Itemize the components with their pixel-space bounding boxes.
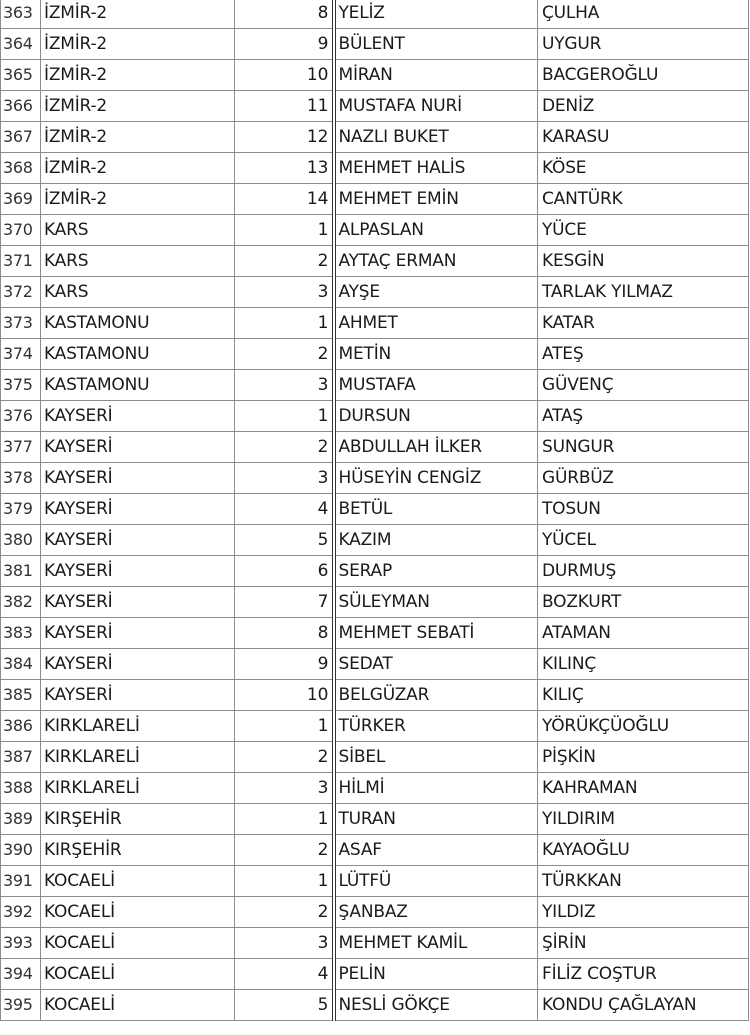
last-name-cell[interactable]: YÖRÜKÇÜOĞLU [538, 711, 749, 742]
first-name-cell[interactable]: TÜRKER [334, 711, 538, 742]
row-number-cell[interactable]: 365 [1, 60, 41, 91]
last-name-cell[interactable]: TOSUN [538, 494, 749, 525]
province-cell[interactable]: KAYSERİ [41, 680, 235, 711]
table-row [1, 308, 749, 339]
table-row [1, 711, 749, 742]
order-number-cell[interactable]: 12 [235, 122, 334, 153]
first-name-cell[interactable]: MEHMET KAMİL [334, 928, 538, 959]
first-name-cell[interactable]: PELİN [334, 959, 538, 990]
province-cell[interactable]: İZMİR-2 [41, 29, 235, 60]
row-number-cell[interactable]: 388 [1, 773, 41, 804]
order-number-cell[interactable]: 14 [235, 184, 334, 215]
last-name-cell[interactable]: KESGİN [538, 246, 749, 277]
row-number-cell[interactable]: 378 [1, 463, 41, 494]
order-number-cell[interactable]: 13 [235, 153, 334, 184]
order-number-cell[interactable]: 4 [235, 494, 334, 525]
first-name-cell[interactable]: MEHMET HALİS [334, 153, 538, 184]
province-cell[interactable]: İZMİR-2 [41, 0, 235, 29]
table-body [1, 0, 749, 1021]
order-number-cell[interactable]: 1 [235, 308, 334, 339]
first-name-cell[interactable]: HİLMİ [334, 773, 538, 804]
province-cell[interactable]: KASTAMONU [41, 339, 235, 370]
table-row [1, 525, 749, 556]
order-number-cell[interactable]: 3 [235, 463, 334, 494]
table-row [1, 277, 749, 308]
table-row [1, 153, 749, 184]
table-row [1, 556, 749, 587]
last-name-cell[interactable]: DURMUŞ [538, 556, 749, 587]
first-name-cell[interactable]: ASAF [334, 835, 538, 866]
province-cell[interactable]: KAYSERİ [41, 618, 235, 649]
province-cell[interactable]: İZMİR-2 [41, 184, 235, 215]
order-number-cell[interactable]: 3 [235, 928, 334, 959]
first-name-cell[interactable]: BETÜL [334, 494, 538, 525]
last-name-cell[interactable]: KÖSE [538, 153, 749, 184]
row-number-cell[interactable]: 374 [1, 339, 41, 370]
province-cell[interactable]: KAYSERİ [41, 432, 235, 463]
last-name-cell[interactable]: BOZKURT [538, 587, 749, 618]
province-cell[interactable]: KAYSERİ [41, 494, 235, 525]
table-row [1, 184, 749, 215]
first-name-cell[interactable]: NAZLI BUKET [334, 122, 538, 153]
row-number-cell[interactable]: 364 [1, 29, 41, 60]
table-row [1, 742, 749, 773]
first-name-cell[interactable]: LÜTFÜ [334, 866, 538, 897]
province-cell[interactable]: KARS [41, 277, 235, 308]
row-number-cell[interactable]: 383 [1, 618, 41, 649]
order-number-cell[interactable]: 10 [235, 60, 334, 91]
province-cell[interactable]: KIRKLARELİ [41, 711, 235, 742]
table-row [1, 432, 749, 463]
last-name-cell[interactable]: DENİZ [538, 91, 749, 122]
order-number-cell[interactable]: 2 [235, 432, 334, 463]
last-name-cell[interactable]: KAYAOĞLU [538, 835, 749, 866]
order-number-cell[interactable]: 4 [235, 959, 334, 990]
last-name-cell[interactable]: YILDIZ [538, 897, 749, 928]
province-cell[interactable]: İZMİR-2 [41, 122, 235, 153]
last-name-cell[interactable]: GÜVENÇ [538, 370, 749, 401]
row-number-cell[interactable]: 367 [1, 122, 41, 153]
order-number-cell[interactable]: 2 [235, 835, 334, 866]
last-name-cell[interactable]: KILINÇ [538, 649, 749, 680]
row-number-cell[interactable]: 369 [1, 184, 41, 215]
first-name-cell[interactable]: ŞANBAZ [334, 897, 538, 928]
table-row [1, 339, 749, 370]
row-number-cell[interactable]: 382 [1, 587, 41, 618]
last-name-cell[interactable]: PİŞKİN [538, 742, 749, 773]
order-number-cell[interactable]: 3 [235, 773, 334, 804]
table-row [1, 246, 749, 277]
last-name-cell[interactable]: ATAMAN [538, 618, 749, 649]
first-name-cell[interactable]: SÜLEYMAN [334, 587, 538, 618]
province-cell[interactable]: KIRŞEHİR [41, 804, 235, 835]
row-number-cell[interactable]: 386 [1, 711, 41, 742]
order-number-cell[interactable]: 2 [235, 339, 334, 370]
last-name-cell[interactable]: KILIÇ [538, 680, 749, 711]
row-number-cell[interactable]: 379 [1, 494, 41, 525]
first-name-cell[interactable]: ABDULLAH İLKER [334, 432, 538, 463]
province-cell[interactable]: KIRKLARELİ [41, 773, 235, 804]
order-number-cell[interactable]: 5 [235, 525, 334, 556]
table-row [1, 804, 749, 835]
row-number-cell[interactable]: 380 [1, 525, 41, 556]
table-row [1, 773, 749, 804]
province-cell[interactable]: KASTAMONU [41, 370, 235, 401]
table-row [1, 91, 749, 122]
last-name-cell[interactable]: KAHRAMAN [538, 773, 749, 804]
table-row [1, 649, 749, 680]
province-cell[interactable]: KAYSERİ [41, 525, 235, 556]
order-number-cell[interactable]: 10 [235, 680, 334, 711]
table-row [1, 618, 749, 649]
first-name-cell[interactable]: HÜSEYİN CENGİZ [334, 463, 538, 494]
last-name-cell[interactable]: FİLİZ COŞTUR [538, 959, 749, 990]
order-number-cell[interactable]: 3 [235, 277, 334, 308]
first-name-cell[interactable]: YELİZ [334, 0, 538, 29]
last-name-cell[interactable]: TÜRKKAN [538, 866, 749, 897]
row-number-cell[interactable]: 370 [1, 215, 41, 246]
row-number-cell[interactable]: 393 [1, 928, 41, 959]
row-number-cell[interactable]: 390 [1, 835, 41, 866]
last-name-cell[interactable]: YÜCEL [538, 525, 749, 556]
order-number-cell[interactable]: 1 [235, 866, 334, 897]
province-cell[interactable]: KIRŞEHİR [41, 835, 235, 866]
province-cell[interactable]: KOCAELİ [41, 990, 235, 1021]
row-number-cell[interactable]: 373 [1, 308, 41, 339]
order-number-cell[interactable]: 1 [235, 804, 334, 835]
province-cell[interactable]: KIRKLARELİ [41, 742, 235, 773]
province-cell[interactable]: KAYSERİ [41, 463, 235, 494]
row-number-cell[interactable]: 376 [1, 401, 41, 432]
last-name-cell[interactable]: SUNGUR [538, 432, 749, 463]
first-name-cell[interactable]: KAZIM [334, 525, 538, 556]
first-name-cell[interactable]: AHMET [334, 308, 538, 339]
table-row [1, 959, 749, 990]
table-row [1, 463, 749, 494]
first-name-cell[interactable]: MEHMET SEBATİ [334, 618, 538, 649]
row-number-cell[interactable]: 377 [1, 432, 41, 463]
province-cell[interactable]: İZMİR-2 [41, 91, 235, 122]
row-number-cell[interactable]: 375 [1, 370, 41, 401]
first-name-cell[interactable]: METİN [334, 339, 538, 370]
first-name-cell[interactable]: DURSUN [334, 401, 538, 432]
table-row [1, 866, 749, 897]
province-cell[interactable]: KARS [41, 215, 235, 246]
row-number-cell[interactable]: 391 [1, 866, 41, 897]
last-name-cell[interactable]: UYGUR [538, 29, 749, 60]
first-name-cell[interactable]: TURAN [334, 804, 538, 835]
last-name-cell[interactable]: GÜRBÜZ [538, 463, 749, 494]
order-number-cell[interactable]: 2 [235, 246, 334, 277]
order-number-cell[interactable]: 9 [235, 649, 334, 680]
province-cell[interactable]: KARS [41, 246, 235, 277]
order-number-cell[interactable]: 3 [235, 370, 334, 401]
first-name-cell[interactable]: SİBEL [334, 742, 538, 773]
province-cell[interactable]: KOCAELİ [41, 959, 235, 990]
table-row [1, 401, 749, 432]
table-row [1, 680, 749, 711]
province-cell[interactable]: İZMİR-2 [41, 153, 235, 184]
first-name-cell[interactable]: ALPASLAN [334, 215, 538, 246]
province-cell[interactable]: KOCAELİ [41, 866, 235, 897]
table-row [1, 122, 749, 153]
order-number-cell[interactable]: 8 [235, 0, 334, 29]
order-number-cell[interactable]: 2 [235, 897, 334, 928]
first-name-cell[interactable]: MİRAN [334, 60, 538, 91]
row-number-cell[interactable]: 394 [1, 959, 41, 990]
row-number-cell[interactable]: 385 [1, 680, 41, 711]
province-cell[interactable]: KOCAELİ [41, 897, 235, 928]
first-name-cell[interactable]: SERAP [334, 556, 538, 587]
last-name-cell[interactable]: ÇULHA [538, 0, 749, 29]
table-row [1, 494, 749, 525]
order-number-cell[interactable]: 9 [235, 29, 334, 60]
order-number-cell[interactable]: 1 [235, 401, 334, 432]
order-number-cell[interactable]: 7 [235, 587, 334, 618]
province-cell[interactable]: KOCAELİ [41, 928, 235, 959]
row-number-cell[interactable]: 392 [1, 897, 41, 928]
last-name-cell[interactable]: YILDIRIM [538, 804, 749, 835]
table-row [1, 0, 749, 29]
last-name-cell[interactable]: YÜCE [538, 215, 749, 246]
row-number-cell[interactable]: 368 [1, 153, 41, 184]
order-number-cell[interactable]: 2 [235, 742, 334, 773]
province-cell[interactable]: KAYSERİ [41, 649, 235, 680]
last-name-cell[interactable]: ATAŞ [538, 401, 749, 432]
table-row [1, 60, 749, 91]
last-name-cell[interactable]: KONDU ÇAĞLAYAN [538, 990, 749, 1021]
last-name-cell[interactable]: TARLAK YILMAZ [538, 277, 749, 308]
row-number-cell[interactable]: 371 [1, 246, 41, 277]
row-number-cell[interactable]: 384 [1, 649, 41, 680]
table-row [1, 29, 749, 60]
last-name-cell[interactable]: KARASU [538, 122, 749, 153]
first-name-cell[interactable]: NESLİ GÖKÇE [334, 990, 538, 1021]
table-row [1, 897, 749, 928]
last-name-cell[interactable]: ŞİRİN [538, 928, 749, 959]
row-number-cell[interactable]: 395 [1, 990, 41, 1021]
first-name-cell[interactable]: BÜLENT [334, 29, 538, 60]
table-row [1, 990, 749, 1021]
order-number-cell[interactable]: 1 [235, 711, 334, 742]
last-name-cell[interactable]: CANTÜRK [538, 184, 749, 215]
province-cell[interactable]: KAYSERİ [41, 587, 235, 618]
first-name-cell[interactable]: MEHMET EMİN [334, 184, 538, 215]
last-name-cell[interactable]: BACGEROĞLU [538, 60, 749, 91]
first-name-cell[interactable]: MUSTAFA NURİ [334, 91, 538, 122]
table-row [1, 928, 749, 959]
order-number-cell[interactable]: 5 [235, 990, 334, 1021]
table-row [1, 587, 749, 618]
order-number-cell[interactable]: 8 [235, 618, 334, 649]
row-number-cell[interactable]: 389 [1, 804, 41, 835]
province-cell[interactable]: KAYSERİ [41, 556, 235, 587]
order-number-cell[interactable]: 6 [235, 556, 334, 587]
province-cell[interactable]: KASTAMONU [41, 308, 235, 339]
last-name-cell[interactable]: KATAR [538, 308, 749, 339]
first-name-cell[interactable]: BELGÜZAR [334, 680, 538, 711]
first-name-cell[interactable]: SEDAT [334, 649, 538, 680]
order-number-cell[interactable]: 1 [235, 215, 334, 246]
first-name-cell[interactable]: MUSTAFA [334, 370, 538, 401]
first-name-cell[interactable]: AYŞE [334, 277, 538, 308]
province-cell[interactable]: İZMİR-2 [41, 60, 235, 91]
row-number-cell[interactable]: 363 [1, 0, 41, 29]
first-name-cell[interactable]: AYTAÇ ERMAN [334, 246, 538, 277]
row-number-cell[interactable]: 381 [1, 556, 41, 587]
row-number-cell[interactable]: 372 [1, 277, 41, 308]
table-row [1, 370, 749, 401]
province-cell[interactable]: KAYSERİ [41, 401, 235, 432]
table-row [1, 835, 749, 866]
row-number-cell[interactable]: 366 [1, 91, 41, 122]
table-row [1, 215, 749, 246]
order-number-cell[interactable]: 11 [235, 91, 334, 122]
row-number-cell[interactable]: 387 [1, 742, 41, 773]
last-name-cell[interactable]: ATEŞ [538, 339, 749, 370]
